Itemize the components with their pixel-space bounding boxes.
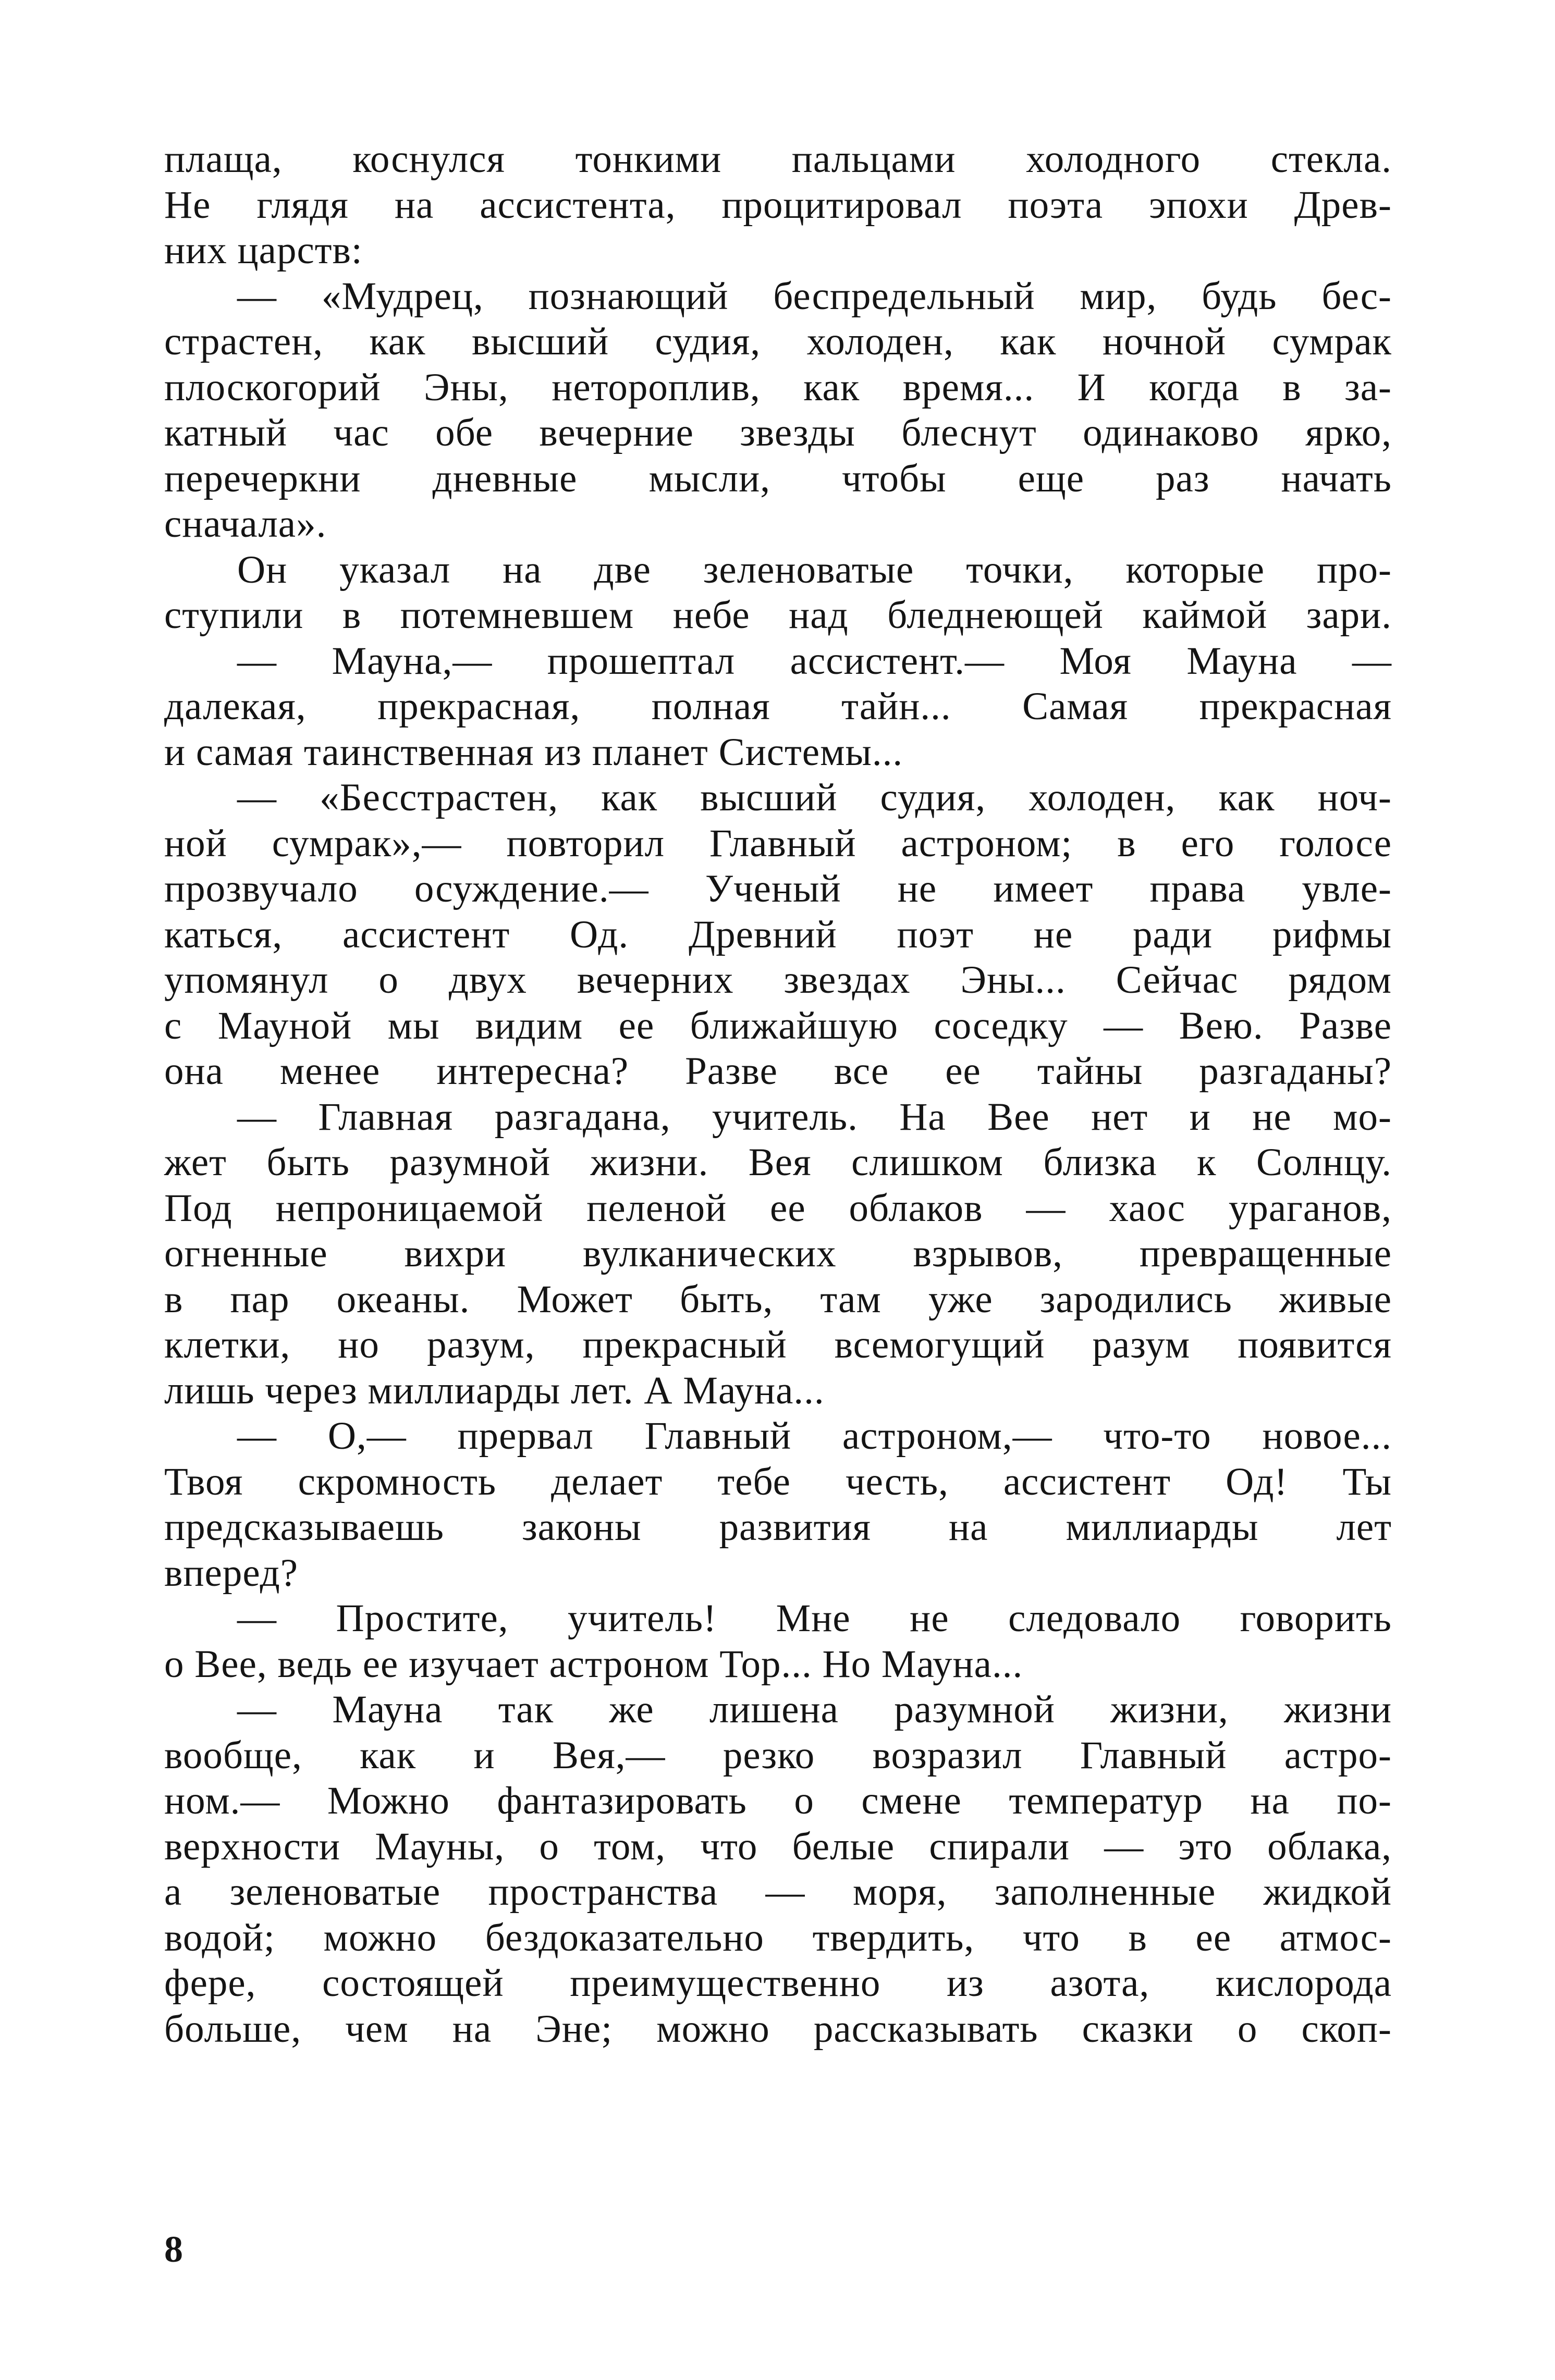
text-line: водой; можно бездоказательно твердить, что в ее атмос- [164,1916,1392,1959]
text-line: верхности Мауны, о том, что белые спирали — это облака, [164,1824,1392,1868]
text-line: Под непроницаемой пеленой ее облаков — хаос ураганов, [164,1186,1392,1230]
text-line: вперед? [164,1551,299,1595]
text-line: а зеленоватые пространства — моря, заполненные жидкой [164,1870,1392,1914]
text-line: и самая таинственная из планет Системы... [164,730,903,774]
text-line: предсказываешь законы развития на миллиарды лет [164,1506,1392,1549]
text-line: в пар океаны. Может быть, там уже зародились живые [164,1277,1392,1321]
text-line: — «Мудрец, познающий беспредельный мир, будь бес- [237,274,1392,318]
text-line: — О,— прервал Главный астроном,— что-то новое... [237,1414,1392,1458]
text-line: больше, чем на Эне; можно рассказывать сказки о скоп- [164,2007,1392,2051]
text-line: катный час обе вечерние звезды блеснут одинаково ярко, [164,411,1392,454]
text-line: — Мауна так же лишена разумной жизни, жизни [237,1688,1392,1731]
text-line: жет быть разумной жизни. Вея слишком близка к Солнцу. [164,1141,1392,1184]
text-line: с Мауной мы видим ее ближайшую соседку — Вею. Разве [164,1004,1392,1047]
text-line: клетки, но разум, прекрасный всемогущий разум появится [164,1323,1392,1366]
text-line: ступили в потемневшем небе над бледнеющей каймой зари. [164,594,1392,637]
text-line: страстен, как высший судия, холоден, как ночной сумрак [164,320,1392,363]
text-line: Твоя скромность делает тебе честь, ассистент Од! Ты [164,1460,1392,1503]
text-line: плоскогорий Эны, нетороплив, как время... И когда в за- [164,365,1392,409]
book-page-text [164,137,1392,2052]
text-line: огненные вихри вулканических взрывов, превращенные [164,1232,1392,1275]
text-line: каться, ассистент Од. Древний поэт не ради рифмы [164,912,1392,956]
page-number: 8 [164,2228,183,2270]
text-line: сначала». [164,502,327,546]
text-line: — Простите, учитель! Мне не следовало говорить [237,1597,1392,1640]
text-line: вообще, как и Вея,— резко возразил Главный астро- [164,1733,1392,1777]
text-line: прозвучало осуждение.— Ученый не имеет права увле- [164,867,1392,910]
text-line: далекая, прекрасная, полная тайн... Самая прекрасная [164,685,1392,728]
text-line: она менее интересна? Разве все ее тайны разгаданы? [164,1050,1392,1093]
text-line: перечеркни дневные мысли, чтобы еще раз начать [164,457,1392,500]
text-line: о Вее, ведь ее изучает астроном Тор... Но Мауна... [164,1642,1023,1686]
text-line: — Мауна,— прошептал ассистент.— Моя Мауна — [237,639,1392,683]
text-line: фере, состоящей преимущественно из азота, кислорода [164,1962,1392,2005]
text-line: лишь через миллиарды лет. А Мауна... [164,1368,825,1412]
text-line: них царств: [164,229,363,272]
text-line: упомянул о двух вечерних звездах Эны... Сейчас рядом [164,958,1392,1002]
text-line: Не глядя на ассистента, процитировал поэта эпохи Древ- [164,183,1392,227]
text-line: — «Бесстрастен, как высший судия, холоден, как ноч- [237,776,1392,819]
text-line: ном.— Можно фантазировать о смене температур на по- [164,1779,1392,1822]
text-line: ной сумрак»,— повторил Главный астроном; в его голосе [164,821,1392,865]
text-line: плаща, коснулся тонкими пальцами холодного стекла. [164,138,1392,181]
text-line: Он указал на две зеленоватые точки, которые про- [237,548,1392,591]
text-line: — Главная разгадана, учитель. На Вее нет и не мо- [237,1095,1392,1139]
